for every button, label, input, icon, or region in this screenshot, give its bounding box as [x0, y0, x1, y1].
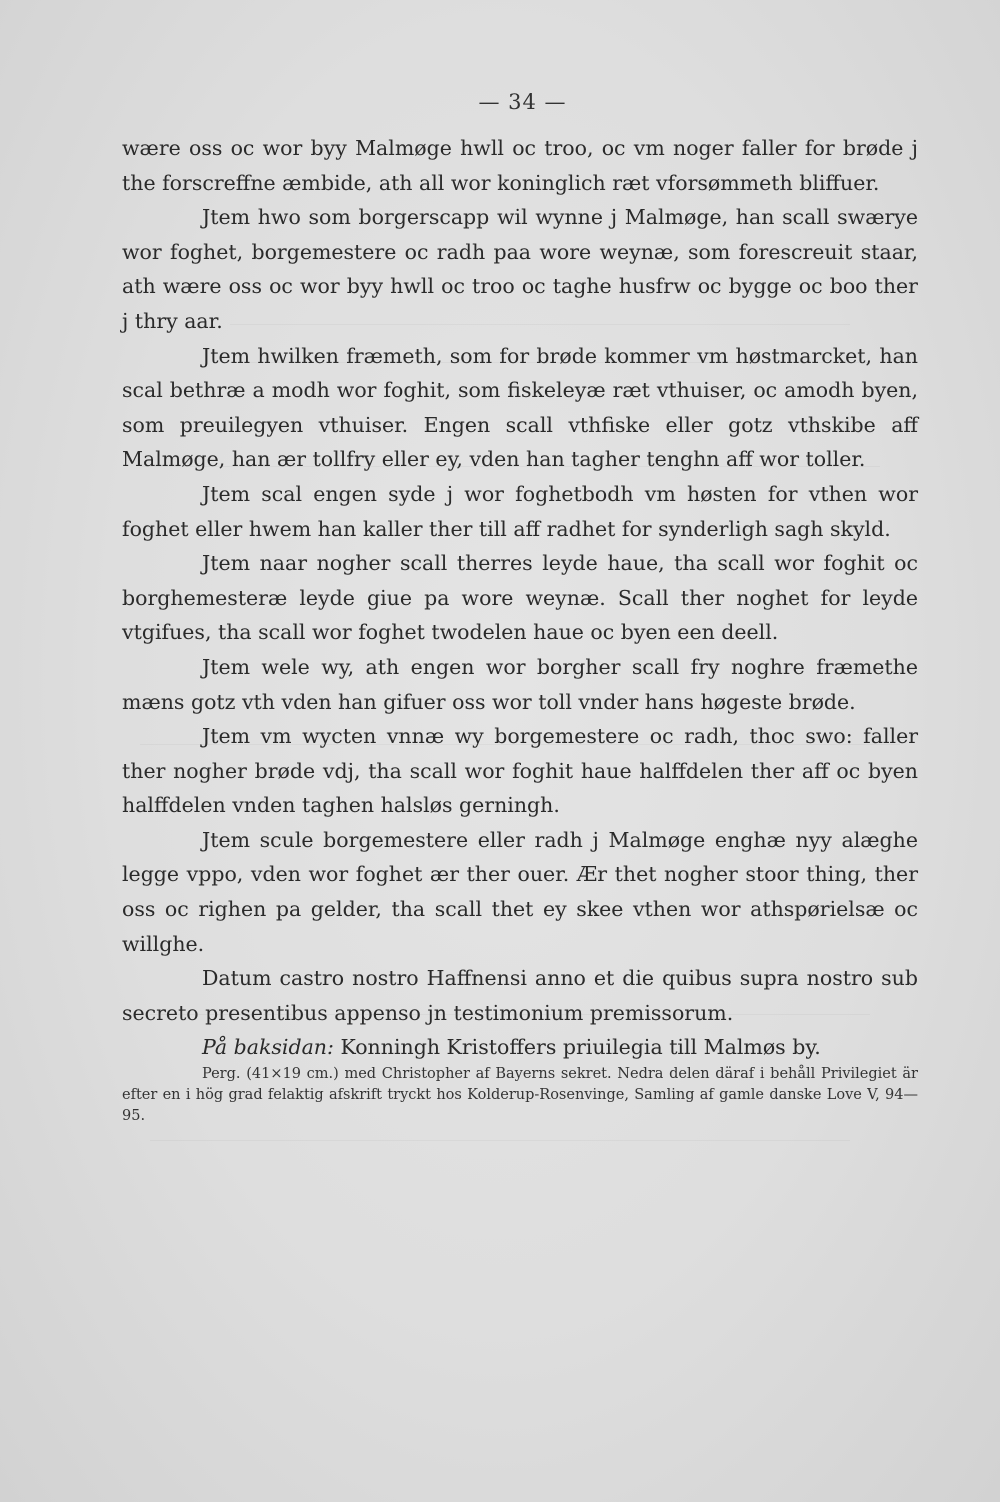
paragraph-citizenship: Jtem hwo som borgerscapp wil wynne j Malmøge, han scall swærye wor foghet, borgemestere oc radh paa wore weynæ, som forescreuit staar, ath wære oss oc wor byy hwll oc troo oc taghe husfrw oc bygge oc boo ther j thry aar.	[122, 205, 918, 333]
page-number: — 34 —	[478, 90, 567, 114]
endorsement-label: På baksidan:	[202, 1035, 334, 1060]
paragraph-town-peace: Jtem vm wycten vnnæ wy borgemestere oc radh, thoc swo: faller ther nogher brøde vdj, tha scall wor foghit haue halffdelen ther aff oc byen halffdelen vnden taghen halsløs gerningh.	[122, 724, 918, 818]
paragraph-safe-conduct: Jtem naar nogher scall therres leyde haue, tha scall wor foghit oc borghemesteræ leyde giue pa wore weynæ. Scall ther noghet for leyde vtgifues, tha scall wor foghet twodelen haue oc byen een deell.	[122, 551, 918, 645]
paragraph-endorsement	[122, 1030, 918, 1065]
paragraph-bailiff-booth: Jtem scal engen syde j wor foghetbodh vm høsten for vthen wor foghet eller hwem han kaller ther till aff radhet for synderligh sagh skyld.	[122, 481, 918, 541]
paragraph-continuation: wære oss oc wor byy Malmøge hwll oc troo, oc vm noger faller for brøde j the forscreffne æmbide, ath all wor koninglich ræt vforsømmeth bliffuer.	[122, 136, 918, 195]
paragraph-dating-clause: Datum castro nostro Haffnensi anno et die quibus supra nostro sub secreto presentibus appenso jn testimonium premissorum.	[122, 966, 918, 1025]
paragraph-new-burdens: Jtem scule borgemestere eller radh j Malmøge enghæ nyy alæghe legge vppo, vden wor foghet ær ther ouer. Ær thet nogher stoor thing, ther oss oc righen pa gelder, tha scall thet ey skee vthen wor athspørielsæ oc willghe.	[122, 827, 918, 956]
footnote: Perg. (41×19 cm.) med Christopher af Bayerns sekret. Nedra delen däraf i behåll Privilegiet är efter en i hög grad felaktig afskrift tryckt hos Kolderup-Rosenvinge, Samling af gamle danske Love V, 94—95.	[122, 1066, 918, 1124]
endorsement-text: Konningh Kristoffers priuilegia till Malmøs by.	[333, 1035, 821, 1060]
paragraph-foreigner-autumn-market: Jtem hwilken fræmeth, som for brøde kommer vm høstmarcket, han scal bethræ a modh wor foghit, som fiskeleyæ ræt vthuiser, oc amodh byen, som preuilegyen vthuiser. Engen scall vthfiske eller gotz vthskibe aff Malmøge, han ær tollfry eller ey, vden han tagher tenghn aff wor toller.	[122, 343, 918, 472]
body-text	[122, 131, 918, 1065]
paragraph-foreign-goods: Jtem wele wy, ath engen wor borgher scall fry noghre fræmethe mæns gotz vth vden han gifuer oss wor toll vnder hans høgeste brøde.	[122, 654, 918, 714]
